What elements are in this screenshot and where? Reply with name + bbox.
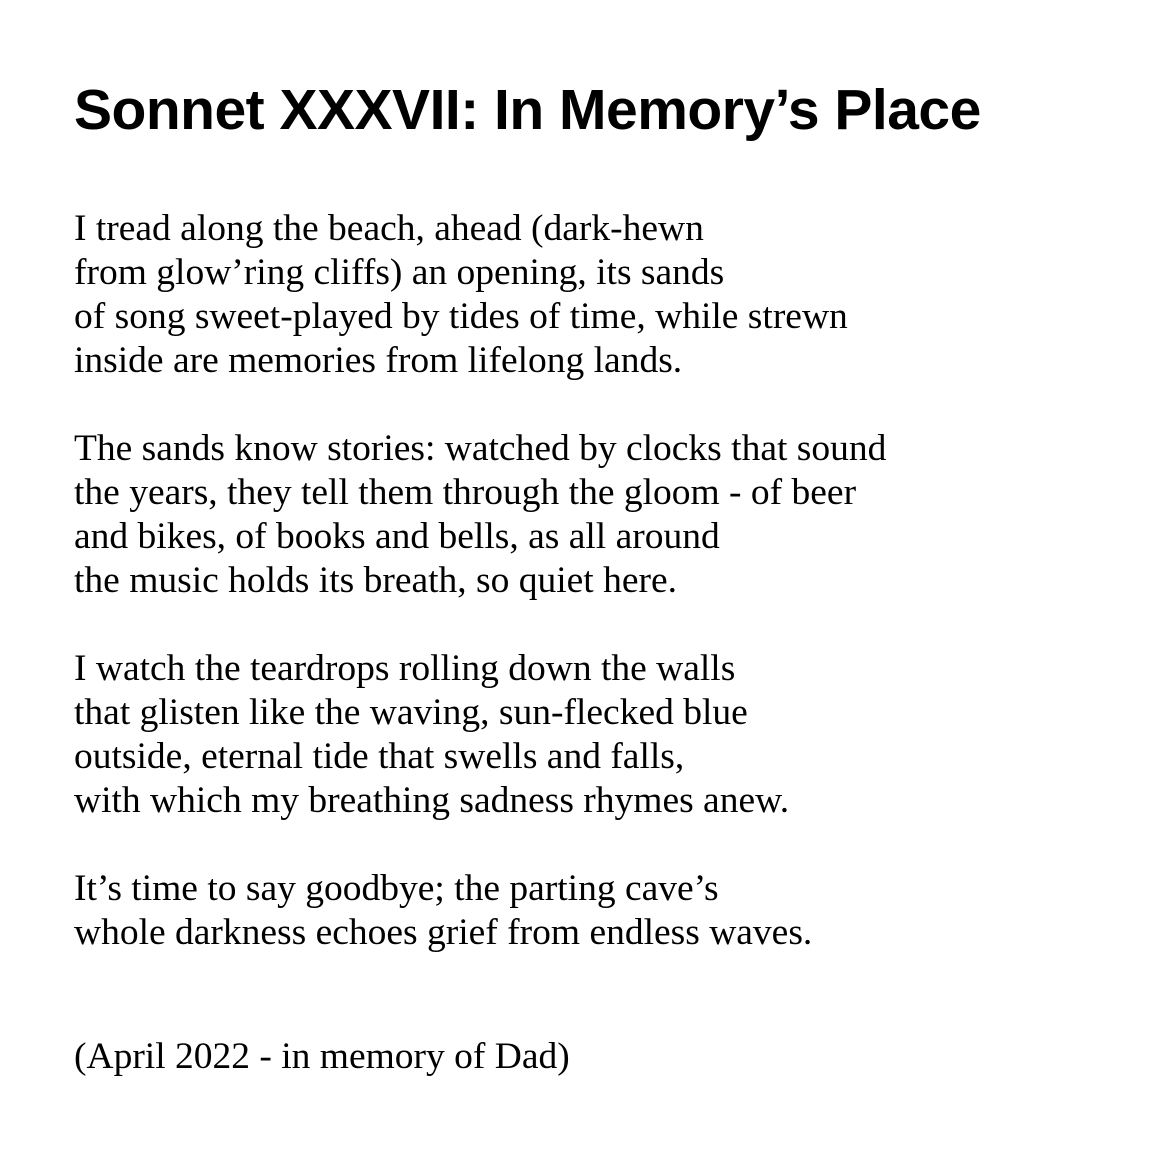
stanza-4-couplet [74, 867, 886, 955]
stanza-2 [74, 427, 886, 603]
poem-line: It’s time to say goodbye; the parting cave’s [74, 868, 719, 909]
poem-line: the years, they tell them through the gloom - of beer [74, 472, 857, 513]
poem-line: I tread along the beach, ahead (dark-hewn [74, 208, 704, 249]
poem-line: whole darkness echoes grief from endless waves. [74, 912, 813, 953]
poem-line: the music holds its breath, so quiet here. [74, 560, 678, 601]
poem-line: that glisten like the waving, sun-flecked blue [74, 692, 748, 733]
poem-line: of song sweet-played by tides of time, while strewn [74, 296, 848, 337]
poem-line: and bikes, of books and bells, as all around [74, 516, 720, 557]
dedication: (April 2022 - in memory of Dad) [74, 1036, 570, 1077]
stanza-3 [74, 647, 886, 823]
poem-line: with which my breathing sadness rhymes anew. [74, 780, 790, 821]
stanza-1 [74, 207, 886, 383]
poem-line: inside are memories from lifelong lands. [74, 340, 683, 381]
poem-body [74, 207, 886, 999]
poem-line: outside, eternal tide that swells and falls, [74, 736, 685, 777]
poem-page [74, 0, 1134, 1153]
poem-title: Sonnet XXXVII: In Memory’s Place [74, 78, 981, 142]
poem-line: The sands know stories: watched by clocks that sound [74, 428, 887, 469]
poem-line: from glow’ring cliffs) an opening, its sands [74, 252, 725, 293]
poem-line: I watch the teardrops rolling down the walls [74, 648, 736, 689]
